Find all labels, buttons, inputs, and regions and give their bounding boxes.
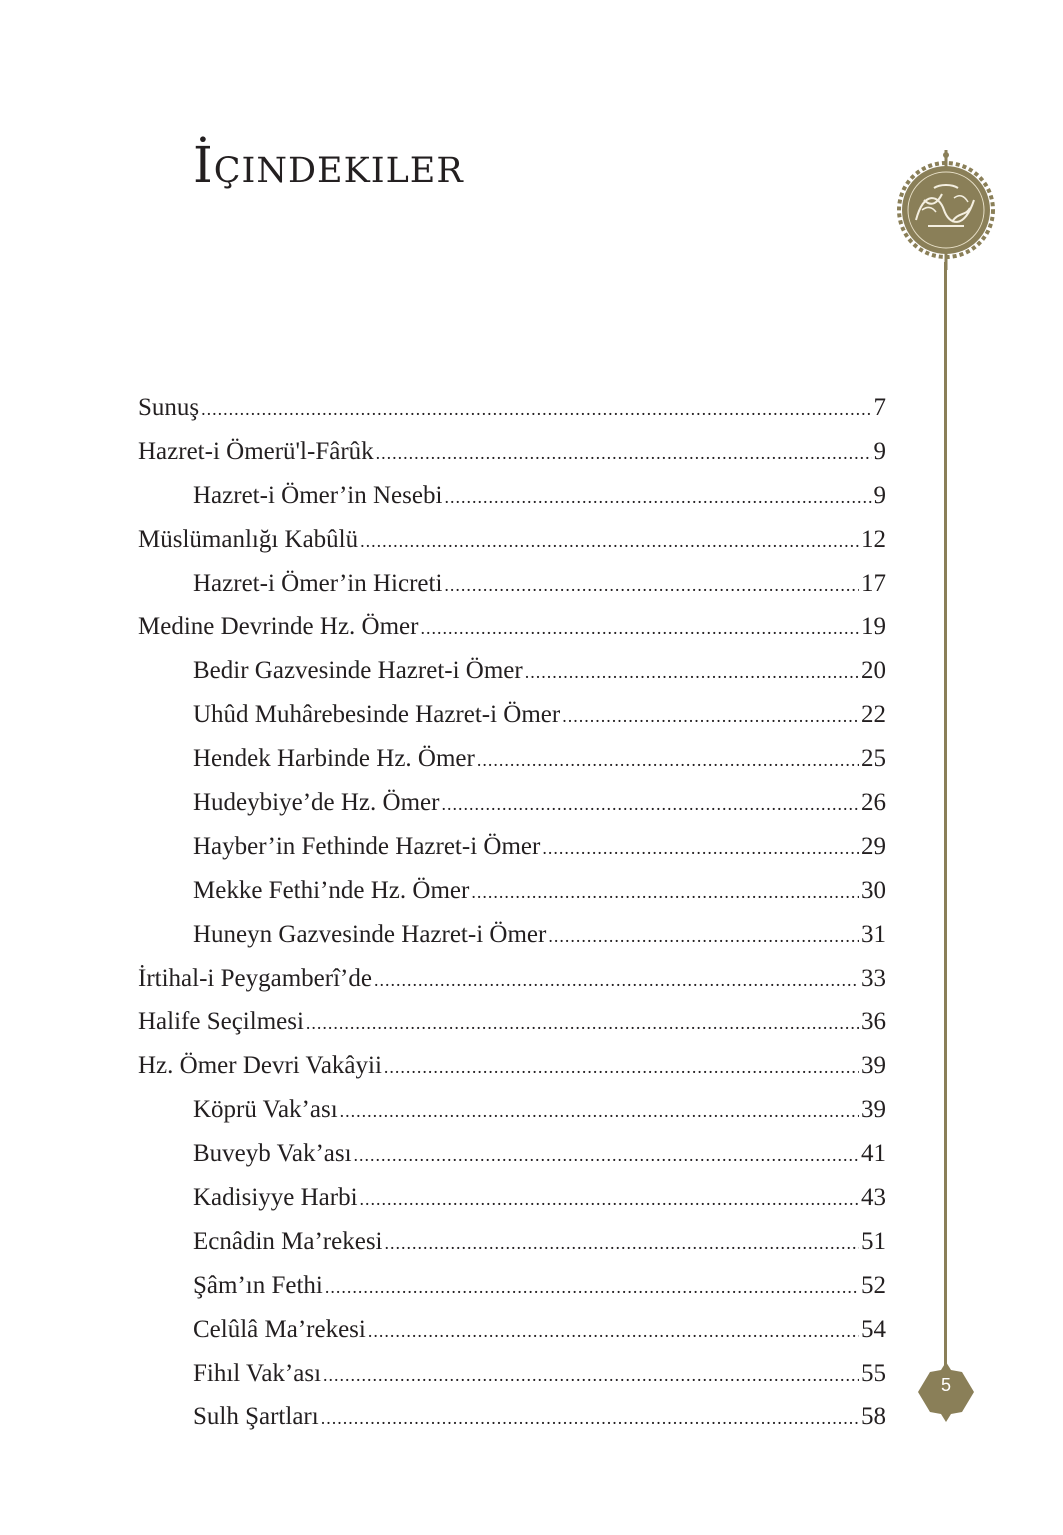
dot-leader: [444, 476, 871, 520]
toc-entry-label: Müslümanlığı Kabûlü: [138, 525, 359, 553]
dot-leader: [368, 1310, 859, 1354]
toc-entry-page: 58: [861, 1403, 886, 1431]
toc-entry-label: Celûlâ Ma’rekesi: [193, 1315, 366, 1343]
toc-entry[interactable]: [138, 562, 886, 606]
toc-entry-page: 55: [861, 1359, 886, 1387]
toc-entry-label: Uhûd Muhârebesinde Hazret-i Ömer: [193, 701, 561, 729]
toc-entry-page: 43: [861, 1184, 886, 1212]
toc-entry-page: 19: [861, 613, 886, 641]
toc-entry-label: Hazret-i Ömer’in Hicreti: [193, 569, 443, 597]
dot-leader: [385, 1222, 859, 1266]
dot-leader: [323, 1354, 859, 1398]
toc-entry-label: Hazret-i Ömer’in Nesebi: [193, 481, 443, 509]
dot-leader: [548, 915, 859, 959]
dot-leader: [444, 564, 859, 608]
toc-entry[interactable]: [138, 693, 886, 737]
toc-entry-page: 39: [861, 1052, 886, 1080]
toc-entry[interactable]: [138, 1000, 886, 1044]
dot-leader: [542, 827, 859, 871]
toc-entry-label: Huneyn Gazvesinde Hazret-i Ömer: [193, 920, 547, 948]
toc-entry-page: 41: [861, 1140, 886, 1168]
dot-leader: [420, 607, 859, 651]
dot-leader: [376, 432, 872, 476]
toc-entry-page: 22: [861, 701, 886, 729]
dot-leader: [325, 1266, 859, 1310]
toc-entry-label: Hz. Ömer Devri Vakâyii: [138, 1052, 382, 1080]
toc-entry[interactable]: [138, 1220, 886, 1264]
toc-entry[interactable]: [138, 649, 886, 693]
toc-entry-page: 20: [861, 657, 886, 685]
dot-leader: [360, 520, 859, 564]
toc-entry-label: Bedir Gazvesinde Hazret-i Ömer: [193, 657, 523, 685]
dot-leader: [525, 651, 859, 695]
toc-entry-label: Köprü Vak’ası: [193, 1096, 338, 1124]
dot-leader: [441, 783, 859, 827]
toc-entry-label: Kadisiyye Harbi: [193, 1184, 358, 1212]
toc-entry-page: 31: [861, 920, 886, 948]
toc-entry-label: Fihıl Vak’ası: [193, 1359, 322, 1387]
toc-entry-label: Hazret-i Ömerü'l-Fârûk: [138, 437, 374, 465]
toc-entry-label: Hendek Harbinde Hz. Ömer: [193, 745, 475, 773]
toc-entry[interactable]: [138, 781, 886, 825]
toc-entry-label: Medine Devrinde Hz. Ömer: [138, 613, 419, 641]
toc-entry[interactable]: [138, 430, 886, 474]
dot-leader: [374, 959, 859, 1003]
toc-entry[interactable]: [138, 605, 886, 649]
toc-entry-page: 25: [861, 745, 886, 773]
toc-entry-page: 39: [861, 1096, 886, 1124]
toc-entry-page: 7: [873, 394, 886, 421]
dot-leader: [360, 1178, 859, 1222]
toc-entry-page: 26: [861, 789, 886, 817]
toc-entry-label: Sunuş: [138, 394, 200, 421]
decorative-rail: [944, 262, 947, 1372]
toc-entry-label: Şâm’ın Fethi: [193, 1271, 323, 1299]
toc-entry-label: Ecnâdin Ma’rekesi: [193, 1227, 383, 1255]
toc-entry[interactable]: [138, 1395, 886, 1439]
toc-entry[interactable]: [138, 1044, 886, 1088]
toc-entry[interactable]: [138, 957, 886, 1001]
calligraphy-medallion-icon: [894, 150, 998, 270]
toc-entry[interactable]: [138, 737, 886, 781]
toc-entry[interactable]: [138, 1132, 886, 1176]
toc-entry[interactable]: [138, 518, 886, 562]
toc-entry-page: 33: [861, 964, 886, 992]
toc-entry-page: 9: [873, 481, 886, 509]
toc-entry[interactable]: [138, 913, 886, 957]
dot-leader: [201, 388, 871, 432]
toc-entry-label: İrtihal-i Peygamberî’de: [138, 964, 372, 992]
toc-entry[interactable]: [138, 1088, 886, 1132]
dot-leader: [477, 739, 859, 783]
dot-leader: [321, 1397, 859, 1441]
toc-entry[interactable]: [138, 386, 886, 430]
page-number: 5: [940, 1375, 951, 1395]
dot-leader: [562, 695, 859, 739]
toc-entry-page: 17: [861, 569, 886, 597]
dot-leader: [471, 871, 859, 915]
dot-leader: [306, 1002, 859, 1046]
toc-entry-page: 51: [861, 1227, 886, 1255]
dot-leader: [354, 1134, 859, 1178]
toc-entry[interactable]: [138, 474, 886, 518]
page-title: İçindekiler: [193, 136, 464, 194]
toc-entry[interactable]: [138, 825, 886, 869]
toc-entry-label: Hayber’in Fethinde Hazret-i Ömer: [193, 832, 541, 860]
toc-entry[interactable]: [138, 1352, 886, 1396]
toc-entry-label: Buveyb Vak’ası: [193, 1140, 352, 1168]
toc-entry-page: 29: [861, 832, 886, 860]
toc-entry-page: 30: [861, 876, 886, 904]
table-of-contents: [138, 386, 886, 1439]
toc-entry-label: Mekke Fethi’nde Hz. Ömer: [193, 876, 470, 904]
toc-entry-page: 12: [861, 525, 886, 553]
toc-entry-label: Hudeybiye’de Hz. Ömer: [193, 789, 440, 817]
dot-leader: [384, 1046, 859, 1090]
toc-entry[interactable]: [138, 1264, 886, 1308]
toc-entry-page: 9: [873, 437, 886, 465]
toc-entry-page: 52: [861, 1271, 886, 1299]
toc-entry-page: 54: [861, 1315, 886, 1343]
toc-entry-label: Sulh Şartları: [193, 1403, 319, 1431]
toc-entry[interactable]: [138, 1176, 886, 1220]
toc-entry-page: 36: [861, 1008, 886, 1036]
toc-entry[interactable]: [138, 869, 886, 913]
toc-entry[interactable]: [138, 1308, 886, 1352]
dot-leader: [340, 1090, 859, 1134]
toc-entry-label: Halife Seçilmesi: [138, 1008, 304, 1036]
